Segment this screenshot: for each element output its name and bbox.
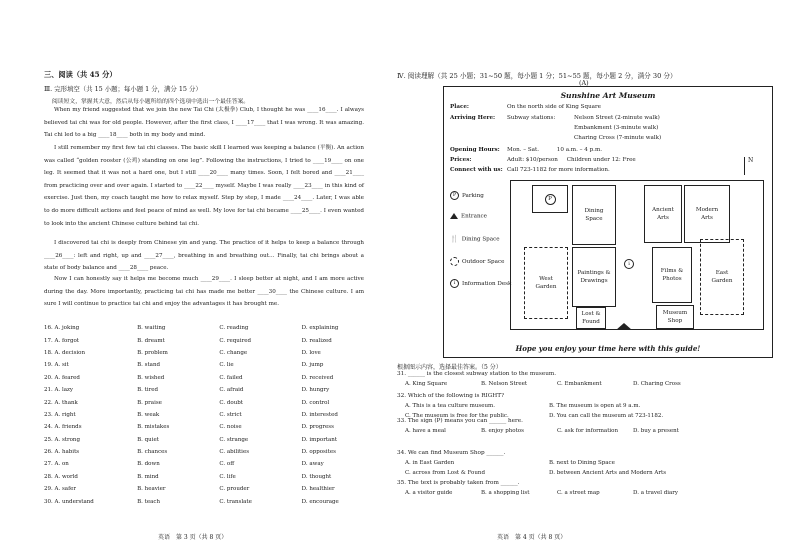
option-cell: D. realized <box>301 337 332 344</box>
answer-option[interactable]: C. Embankment <box>557 381 602 387</box>
legend-parking: P Parking <box>450 191 484 200</box>
legend-info-desk: i Information Desk <box>450 279 511 288</box>
room-west-garden: West Garden <box>524 247 568 319</box>
option-row <box>44 471 384 483</box>
option-cell: B. heavier <box>137 486 166 493</box>
room-modern-arts: Modern Arts <box>684 185 730 243</box>
cloze-instruction: 阅读短文，掌握其大意，然后从每小题所给的四个选项中选出一个最佳答案。 <box>52 99 250 105</box>
station-3: Charing Cross (7-minute walk) <box>574 135 662 141</box>
parking-area <box>532 185 568 213</box>
option-cell: B. praise <box>137 399 162 406</box>
cloze-part-title: Ⅲ. 完形填空（共 15 小题；每小题 1 分，满分 15 分） <box>44 85 202 93</box>
option-cell: B. weak <box>137 411 160 418</box>
room-east-garden: East Garden <box>700 239 744 315</box>
answer-option[interactable]: B. The museum is open at 9 a.m. <box>549 403 641 409</box>
info-contact: Connect with us: Call 723-1182 for more information. <box>450 167 610 173</box>
answer-option[interactable]: C. a street map <box>557 490 600 496</box>
passage-label: (A) <box>579 79 589 87</box>
option-cell: C. life <box>219 473 236 480</box>
option-cell: B. waiting <box>137 325 166 332</box>
info-desk-icon: i <box>450 279 459 288</box>
option-cell: 23. A. right <box>44 411 76 418</box>
info-desk-icon: i <box>624 259 634 269</box>
option-cell: D. progress <box>301 424 334 431</box>
option-row <box>44 483 384 495</box>
option-cell: D. interested <box>301 411 338 418</box>
option-row <box>44 347 384 359</box>
option-cell: B. mistakes <box>137 424 170 431</box>
answer-option[interactable]: B. a shopping list <box>481 490 530 496</box>
map-title: Sunshine Art Museum <box>560 91 656 100</box>
info-hours: Opening Hours: Mon. – Sat. 10 a.m. – 4 p.m. <box>450 147 603 153</box>
option-cell: D. control <box>301 399 330 406</box>
option-cell: D. hungry <box>301 387 330 394</box>
left-page-footer: 英语 第 3 页（共 8 页） <box>158 534 228 541</box>
question-stem: 34. We can find Museum Shop ______. <box>397 450 506 456</box>
legend-outdoor: Outdoor Space <box>450 257 504 266</box>
room-museum-shop: Museum Shop <box>656 305 694 329</box>
question-stem: 31. ______ is the closest subway station to the museum. <box>397 371 557 377</box>
answer-option[interactable]: D. buy a present <box>633 428 679 434</box>
option-cell: B. wished <box>137 374 165 381</box>
option-cell: 25. A. strong <box>44 436 80 443</box>
answer-option[interactable]: A. This is a tea culture museum. <box>405 403 495 409</box>
answer-option[interactable]: A. in East Garden <box>405 460 455 466</box>
cloze-paragraph-2: I still remember my first few tai chi classes. The basic skill I learned was keeping a balance (平衡). An action was called “golden rooster (公鸡) standing on one leg”. Following the instructions, I tried to ____19____ on one leg. It seemed that it was not a hard one, but I still ____20____ many times. Soon, I felt bored and ____21____ from practicing over and over again. I started to ____22____ myself. Maybe I was really ____23____ in this kind of exercise. Just then, my coach taught me how to relax myself. Step by step, I made ____24____. Later, I was able to do more difficult actions and feel peace of mind as well. My love for tai chi became ____25____. I even wanted to look into the ancient Chinese culture behind tai chi. <box>44 145 364 227</box>
cloze-options-table <box>44 322 384 508</box>
option-cell: D. healthier <box>301 486 335 493</box>
answer-option[interactable]: D. Charing Cross <box>633 381 681 387</box>
info-place: Place: On the north side of King Square <box>450 104 601 110</box>
option-cell: 28. A. world <box>44 473 78 480</box>
option-cell: C. translate <box>219 498 252 505</box>
option-cell: D. away <box>301 461 324 468</box>
room-ancient-arts: Ancient Arts <box>644 185 682 243</box>
option-cell: B. teach <box>137 498 161 505</box>
option-row <box>44 446 384 458</box>
option-cell: C. strange <box>219 436 249 443</box>
option-cell: 19. A. sit <box>44 362 69 369</box>
answer-option[interactable]: D. You can call the museum at 723-1182. <box>549 413 664 419</box>
reading-part-title: Ⅳ. 阅读理解（共 25 小题；31~50 题，每小题 1 分；51~55 题，每小题 2 分，满分 30 分） <box>397 72 677 80</box>
option-cell: D. explaining <box>301 325 339 332</box>
option-cell: B. mind <box>137 473 159 480</box>
room-dining-space: Dining Space <box>572 185 616 245</box>
option-cell: C. change <box>219 349 248 356</box>
option-cell: 18. A. decision <box>44 349 86 356</box>
option-cell: C. noise <box>219 424 242 431</box>
answer-option[interactable]: B. next to Dining Space <box>549 460 615 466</box>
option-cell: D. opposites <box>301 449 336 456</box>
fork-knife-icon: 🍴 <box>450 235 459 243</box>
option-cell: 16. A. joking <box>44 325 80 332</box>
answer-option[interactable]: A. King Square <box>405 381 448 387</box>
option-cell: 21. A. lazy <box>44 387 74 394</box>
option-cell: C. required <box>219 337 252 344</box>
question-stem: 32. Which of the following is RIGHT? <box>397 393 505 399</box>
option-row <box>44 495 384 507</box>
museum-guide-map <box>443 86 773 358</box>
question-stem: 35. The text is probably taken from ______. <box>397 480 520 486</box>
station-2: Embankment (3-minute walk) <box>574 125 659 131</box>
option-cell: C. afraid <box>219 387 244 394</box>
option-row <box>44 409 384 421</box>
answer-option[interactable]: B. enjoy photos <box>481 428 524 434</box>
option-cell: C. abilities <box>219 449 250 456</box>
option-cell: D. thought <box>301 473 332 480</box>
option-cell: B. tired <box>137 387 159 394</box>
option-row <box>44 421 384 433</box>
room-paintings-drawings: Paintings & Drawings <box>572 247 616 307</box>
questions-instruction: 根据图示内容，选择最佳答案。（5 分） <box>397 364 502 371</box>
room-lost-found: Lost & Found <box>576 307 606 329</box>
option-cell: D. encourage <box>301 498 339 505</box>
answer-option[interactable]: C. The museum is free for the public. <box>405 413 509 419</box>
north-label: N <box>748 157 754 164</box>
answer-option[interactable]: D. a travel diary <box>633 490 679 496</box>
option-row <box>44 322 384 334</box>
option-cell: 24. A. friends <box>44 424 82 431</box>
option-cell: B. dreamt <box>137 337 165 344</box>
option-row <box>44 434 384 446</box>
option-cell: B. stand <box>137 362 161 369</box>
option-row <box>44 334 384 346</box>
option-cell: C. failed <box>219 374 243 381</box>
cloze-paragraph-1: When my friend suggested that we join the new Tai Chi (太极拳) Club, I thought he was ____16____. I always believed tai chi was for old people. However, after the first class, I ____17____ that I was wrong. It was amazing. Tai chi led to a big ____18____ both in my body and mind. <box>44 107 364 139</box>
section-title: 三、阅读（共 45 分） <box>44 70 117 79</box>
answer-option[interactable]: B. Nelson Street <box>481 381 528 387</box>
right-page-footer: 英语 第 4 页（共 8 页） <box>497 534 567 541</box>
option-cell: B. chances <box>137 449 168 456</box>
option-cell: 26. A. habits <box>44 449 80 456</box>
option-cell: B. problem <box>137 349 168 356</box>
option-cell: C. off <box>219 461 235 468</box>
map-bottom-slogan: Hope you enjoy your time here with this guide! <box>515 344 701 353</box>
entrance-icon <box>616 323 632 330</box>
answer-option[interactable]: D. between Ancient Arts and Modern Arts <box>549 470 667 476</box>
option-cell: D. received <box>301 374 334 381</box>
question-stem: 33. The sign (P) means you can ______ here. <box>397 418 523 424</box>
entrance-icon <box>450 213 458 219</box>
legend-dining: 🍴 Dining Space <box>450 235 500 243</box>
parking-icon: P <box>545 194 556 205</box>
option-cell: C. strict <box>219 411 242 418</box>
cloze-paragraph-3: I discovered tai chi is deeply from Chinese yin and yang. The practice of it helps to keep a balance through ____26____: left and right, up and ____27____, breathing in and breathing out… Finally, tai chi brings about a state of body balance and ____28____ peace. <box>44 240 364 272</box>
option-row <box>44 396 384 408</box>
option-cell: 17. A. forgot <box>44 337 79 344</box>
option-cell: 30. A. understand <box>44 498 94 505</box>
option-cell: C. lie <box>219 362 234 369</box>
answer-option[interactable]: C. across from Lost & Found <box>405 470 485 476</box>
legend-entrance: Entrance <box>450 213 487 220</box>
option-cell: D. love <box>301 349 321 356</box>
answer-option[interactable]: C. ask for information <box>557 428 619 434</box>
option-cell: 27. A. on <box>44 461 69 468</box>
parking-icon: P <box>450 191 459 200</box>
option-row <box>44 458 384 470</box>
option-cell: 20. A. feared <box>44 374 80 381</box>
option-cell: 22. A. thank <box>44 399 78 406</box>
outdoor-icon <box>450 257 459 266</box>
option-cell: D. important <box>301 436 338 443</box>
option-row <box>44 372 384 384</box>
option-cell: C. reading <box>219 325 249 332</box>
option-cell: B. quiet <box>137 436 159 443</box>
option-cell: D. jump <box>301 362 324 369</box>
option-row <box>44 384 384 396</box>
answer-option[interactable]: A. have a meal <box>405 428 446 434</box>
north-arrow-icon <box>744 157 745 175</box>
option-cell: C. prouder <box>219 486 250 493</box>
answer-option[interactable]: A. a visitor guide <box>405 490 453 496</box>
station-1: Nelson Street (2-minute walk) <box>574 115 660 121</box>
info-prices: Prices: Adult: $10/person Children under 12: Free <box>450 157 636 163</box>
option-cell: B. down <box>137 461 160 468</box>
right-page <box>397 0 794 550</box>
info-arriving: Arriving Here: Subway stations: <box>450 115 556 121</box>
option-cell: 29. A. safer <box>44 486 76 493</box>
option-row <box>44 359 384 371</box>
room-films-photos: Films & Photos <box>652 247 692 303</box>
option-cell: C. doubt <box>219 399 244 406</box>
cloze-paragraph-4: Now I can honestly say it helps me become much ____29____. I sleep better at night, and I am more active during the day. More importantly, practicing tai chi has made me better ____30____ the Chinese culture. I am sure I will continue to practice tai chi and enjoy the advantages it has brought me. <box>44 276 364 308</box>
info-desk-marker <box>620 255 638 273</box>
